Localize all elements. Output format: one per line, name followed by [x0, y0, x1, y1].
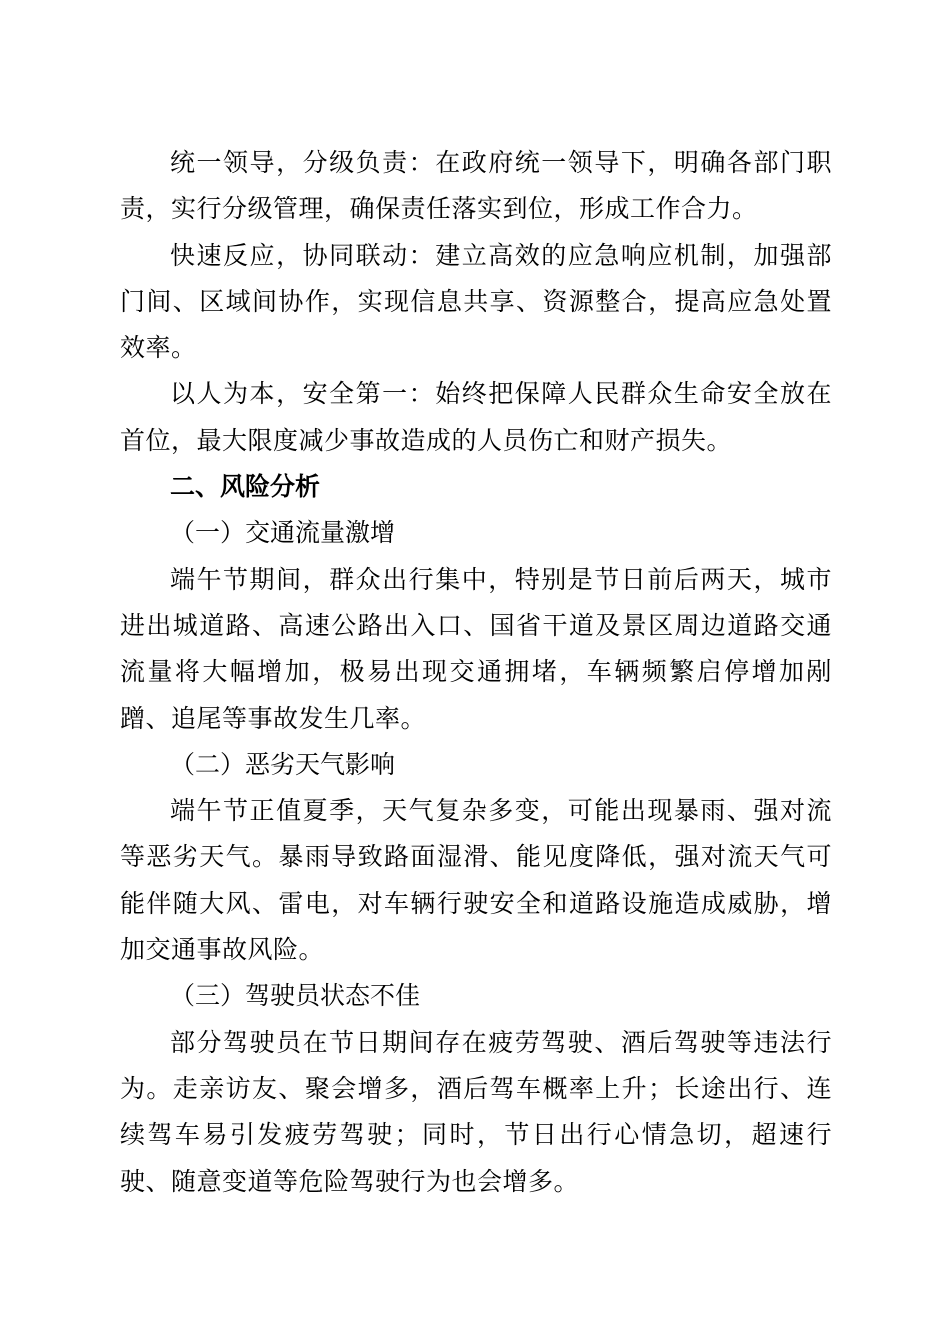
subsection-heading-driver: （三）驾驶员状态不佳	[170, 981, 421, 1011]
subsection-paragraph-driver: 部分驾驶员在节日期间存在疲劳驾驶、酒后驾驶等违法行为。走亲访友、聚会增多，酒后驾车概率上升；长途出行、连续驾车易引发疲劳驾驶；同时，节日出行心情急切，超速行驶、随意变道等危险驾驶行为也会增多。	[120, 1027, 832, 1196]
subsection-heading-weather: （二）恶劣天气影响	[170, 749, 396, 779]
subsection-heading-traffic: （一）交通流量激增	[170, 518, 396, 548]
principle-paragraph-1: 统一领导，分级负责：在政府统一领导下，明确各部门职责，实行分级管理，确保责任落实到位，形成工作合力。	[120, 148, 832, 224]
principle-paragraph-2: 快速反应，协同联动：建立高效的应急响应机制，加强部门间、区域间协作，实现信息共享、资源整合，提高应急处置效率。	[120, 240, 832, 363]
document-body	[120, 140, 832, 1205]
section-heading-risk-analysis: 二、风险分析	[170, 472, 321, 502]
principle-paragraph-3: 以人为本，安全第一：始终把保障人民群众生命安全放在首位，最大限度减少事故造成的人员伤亡和财产损失。	[120, 379, 832, 455]
subsection-paragraph-weather: 端午节正值夏季，天气复杂多变，可能出现暴雨、强对流等恶劣天气。暴雨导致路面湿滑、能见度降低，强对流天气可能伴随大风、雷电，对车辆行驶安全和道路设施造成威胁，增加交通事故风险。	[120, 796, 832, 965]
subsection-paragraph-traffic: 端午节期间，群众出行集中，特别是节日前后两天，城市进出城道路、高速公路出入口、国省干道及景区周边道路交通流量将大幅增加，极易出现交通拥堵，车辆频繁启停增加剐蹭、追尾等事故发生几率。	[120, 564, 832, 733]
